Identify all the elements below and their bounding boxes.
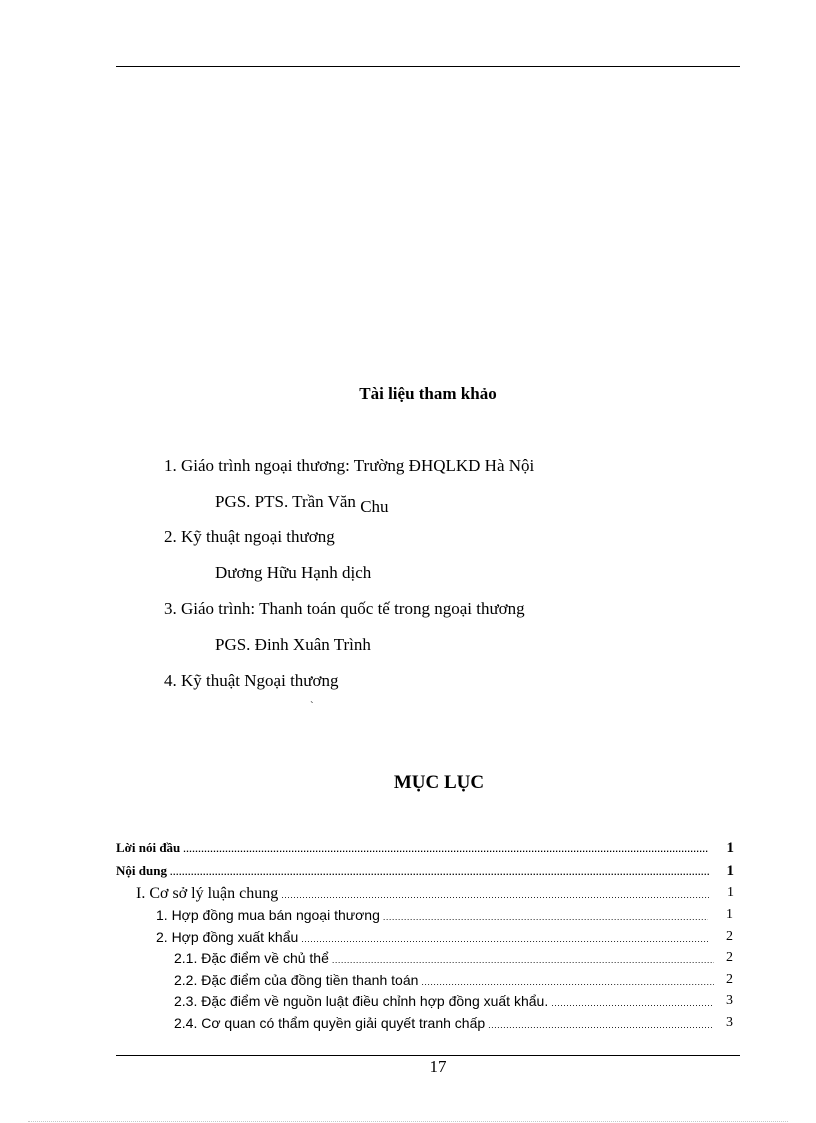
references-title: Tài liệu tham khảo (359, 384, 497, 403)
toc-entry-loi-noi-dau[interactable] (116, 840, 734, 856)
toc-entry-co-so-ly-luan[interactable] (136, 885, 734, 903)
reference-item-1-author-surname: Chu (360, 497, 389, 516)
footer-rule (116, 1055, 740, 1056)
toc-leader-dots (383, 912, 708, 922)
toc-entry-dac-diem-chu-the[interactable] (174, 950, 733, 966)
header-rule (116, 66, 740, 67)
stray-mark: ˋ (310, 700, 314, 712)
toc-leader-dots (301, 934, 708, 944)
toc-entry-nguon-luat[interactable] (174, 993, 733, 1009)
toc-entry-page: 1 (726, 840, 734, 856)
toc-entry-page: 3 (726, 1015, 733, 1030)
page-edge-dotted-line (28, 1121, 788, 1122)
reference-item-3-title: 3. Giáo trình: Thanh toán quốc tế trong ngoại thương (164, 599, 525, 618)
toc-entry-hop-dong-mua-ban[interactable] (156, 907, 733, 923)
page-number: 17 (429, 1057, 447, 1076)
toc-leader-dots (170, 867, 709, 877)
toc-leader-dots (183, 844, 709, 854)
reference-item-3-author: PGS. Đinh Xuân Trình (215, 635, 371, 654)
toc-entry-label: 2.3. Đặc điểm về nguồn luật điều chỉnh hợp đồng xuất khẩu. (174, 993, 549, 1009)
reference-item-1-author-name: PGS. PTS. Trần Văn (215, 492, 356, 511)
toc-entry-label: 2.4. Cơ quan có thẩm quyền giải quyết tranh chấp (174, 1015, 486, 1031)
toc-leader-dots (281, 890, 709, 900)
toc-leader-dots (488, 1020, 714, 1030)
toc-entry-page: 1 (726, 907, 733, 922)
toc-entry-label: Lời nói đầu (116, 840, 181, 855)
toc-entry-co-quan-tham-quyen[interactable] (174, 1015, 733, 1031)
reference-item-4-title: 4. Kỹ thuật Ngoại thương (164, 671, 339, 690)
toc-entry-page: 2 (726, 950, 733, 965)
toc-entry-label: 2.1. Đặc điểm về chủ thể (174, 950, 329, 966)
toc-leader-dots (332, 955, 714, 965)
toc-leader-dots (551, 998, 714, 1008)
toc-entry-label: Nội dung (116, 863, 167, 878)
toc-leader-dots (421, 977, 714, 987)
toc-entry-label: 2. Hợp đồng xuất khẩu (156, 929, 299, 945)
reference-item-1-author (215, 492, 389, 516)
toc-entry-page: 1 (726, 863, 734, 879)
toc-entry-page: 3 (726, 993, 733, 1008)
toc-entry-page: 2 (726, 929, 733, 944)
toc-title: MỤC LỤC (393, 772, 485, 793)
toc-entry-label: I. Cơ sở lý luận chung (136, 885, 279, 902)
toc-entry-hop-dong-xuat-khau[interactable] (156, 929, 733, 945)
reference-item-1-title: 1. Giáo trình ngoại thương: Trường ĐHQLKD Hà Nội (164, 456, 535, 475)
toc-entry-noi-dung[interactable] (116, 863, 734, 879)
toc-entry-label: 2.2. Đặc điểm của đồng tiền thanh toán (174, 972, 419, 988)
toc-entry-page: 1 (727, 885, 734, 900)
toc-entry-label: 1. Hợp đồng mua bán ngoại thương (156, 907, 380, 923)
toc-entry-page: 2 (726, 972, 733, 987)
reference-item-2-title: 2. Kỹ thuật ngoại thương (164, 527, 335, 546)
reference-item-2-author: Dương Hữu Hạnh dịch (215, 563, 372, 582)
toc-entry-dong-tien-thanh-toan[interactable] (174, 972, 733, 988)
